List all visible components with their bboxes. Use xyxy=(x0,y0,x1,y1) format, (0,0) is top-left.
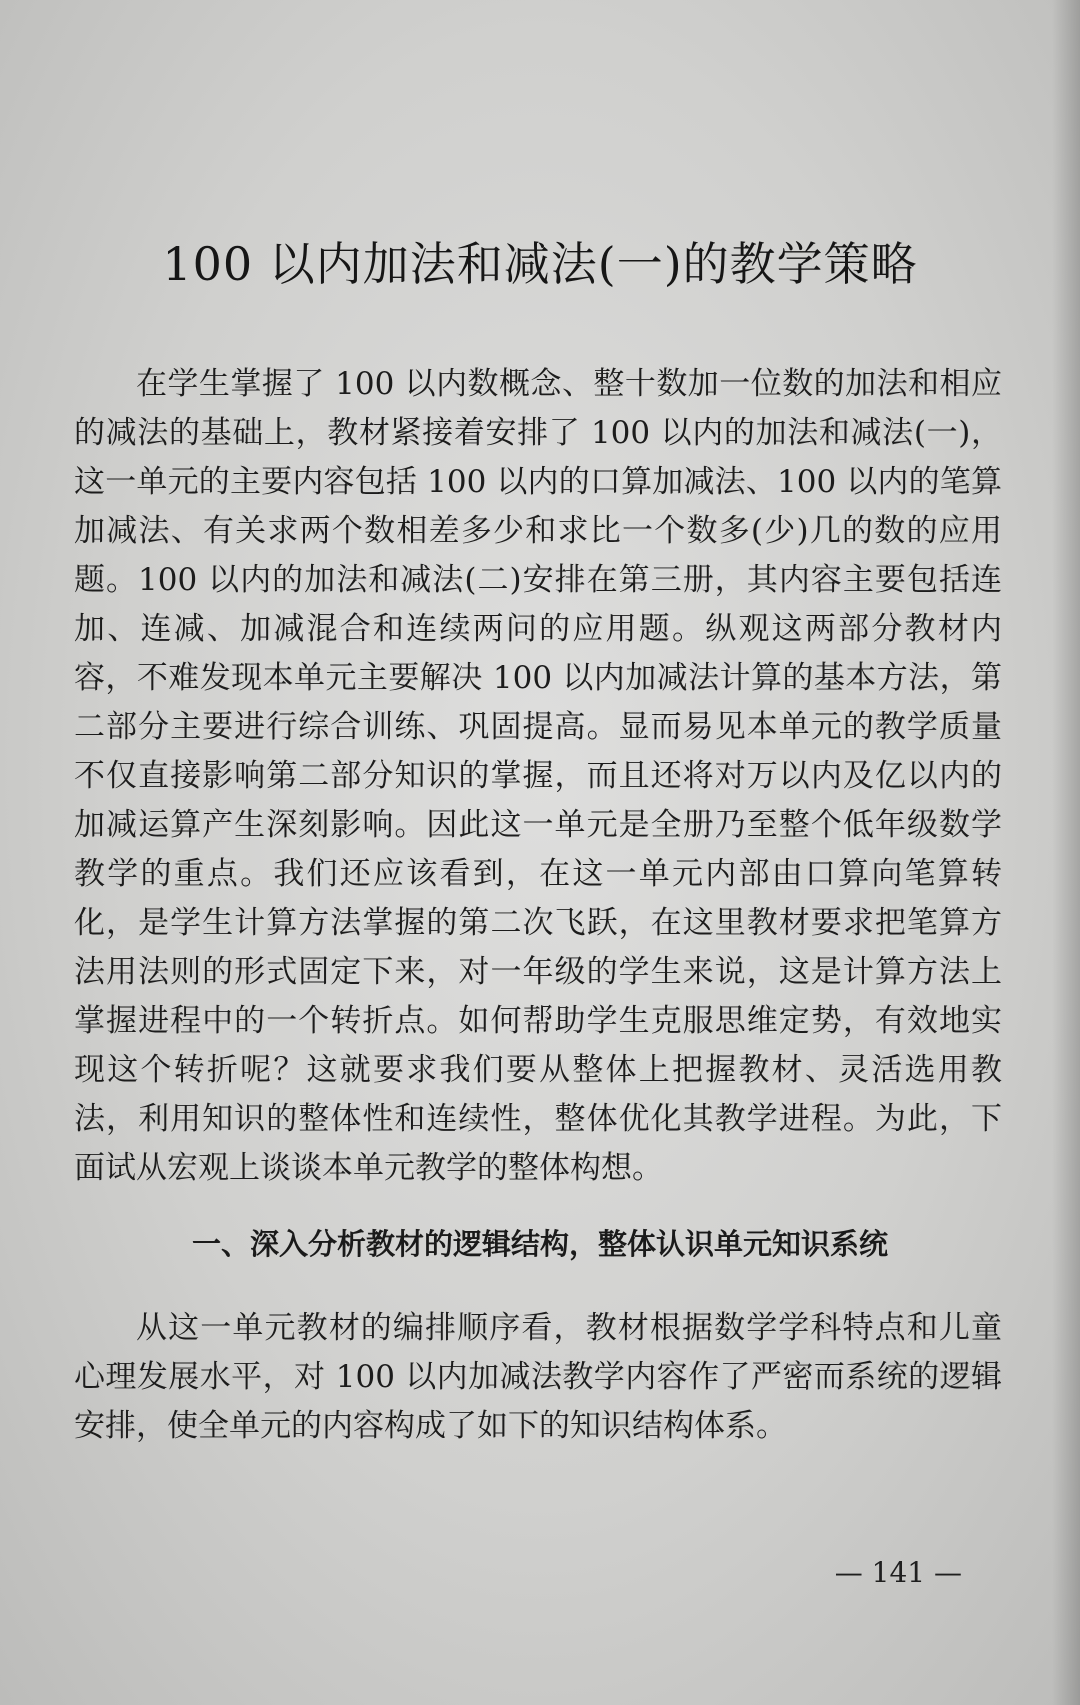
body-section-2 xyxy=(74,1304,1002,1451)
page-number: — 141 — xyxy=(834,1556,962,1589)
paragraph-intro: 在学生掌握了 100 以内数概念、整十数加一位数的加法和相应的减法的基础上，教材紧接着安排了 100 以内的加法和减法(一)，这一单元的主要内容包括 100 以内的口算加减法、100 以内的笔算加减法、有关求两个数相差多少和求比一个数多(少)几的数的应用题。100 以内的加法和减法(二)安排在第三册，其内容主要包括连加、连减、加减混合和连续两问的应用题。纵观这两部分教材内容，不难发现本单元主要解决 100 以内加减法计算的基本方法，第二部分主要进行综合训练、巩固提高。显而易见本单元的教学质量不仅直接影响第二部分知识的掌握，而且还将对万以内及亿以内的加减运算产生深刻影响。因此这一单元是全册乃至整个低年级数学教学的重点。我们还应该看到，在这一单元内部由口算向笔算转化，是学生计算方法掌握的第二次飞跃，在这里教材要求把笔算方法用法则的形式固定下来，对一年级的学生来说，这是计算方法上掌握进程中的一个转折点。如何帮助学生克服思维定势，有效地实现这个转折呢？这就要求我们要从整体上把握教材、灵活选用教法，利用知识的整体性和连续性，整体优化其教学进程。为此，下面试从宏观上谈谈本单元教学的整体构想。 xyxy=(74,366,1002,1186)
paragraph-structure: 从这一单元教材的编排顺序看，教材根据数学学科特点和儿童心理发展水平，对 100 以内加减法教学内容作了严密而系统的逻辑安排，使全单元的内容构成了如下的知识结构体系。 xyxy=(74,1310,1002,1444)
body-section-1 xyxy=(74,360,1002,1193)
article-title: 100 以内加法和减法(一)的教学策略 xyxy=(162,237,918,291)
section-heading: 一、深入分析教材的逻辑结构，整体认识单元知识系统 xyxy=(191,1227,888,1261)
